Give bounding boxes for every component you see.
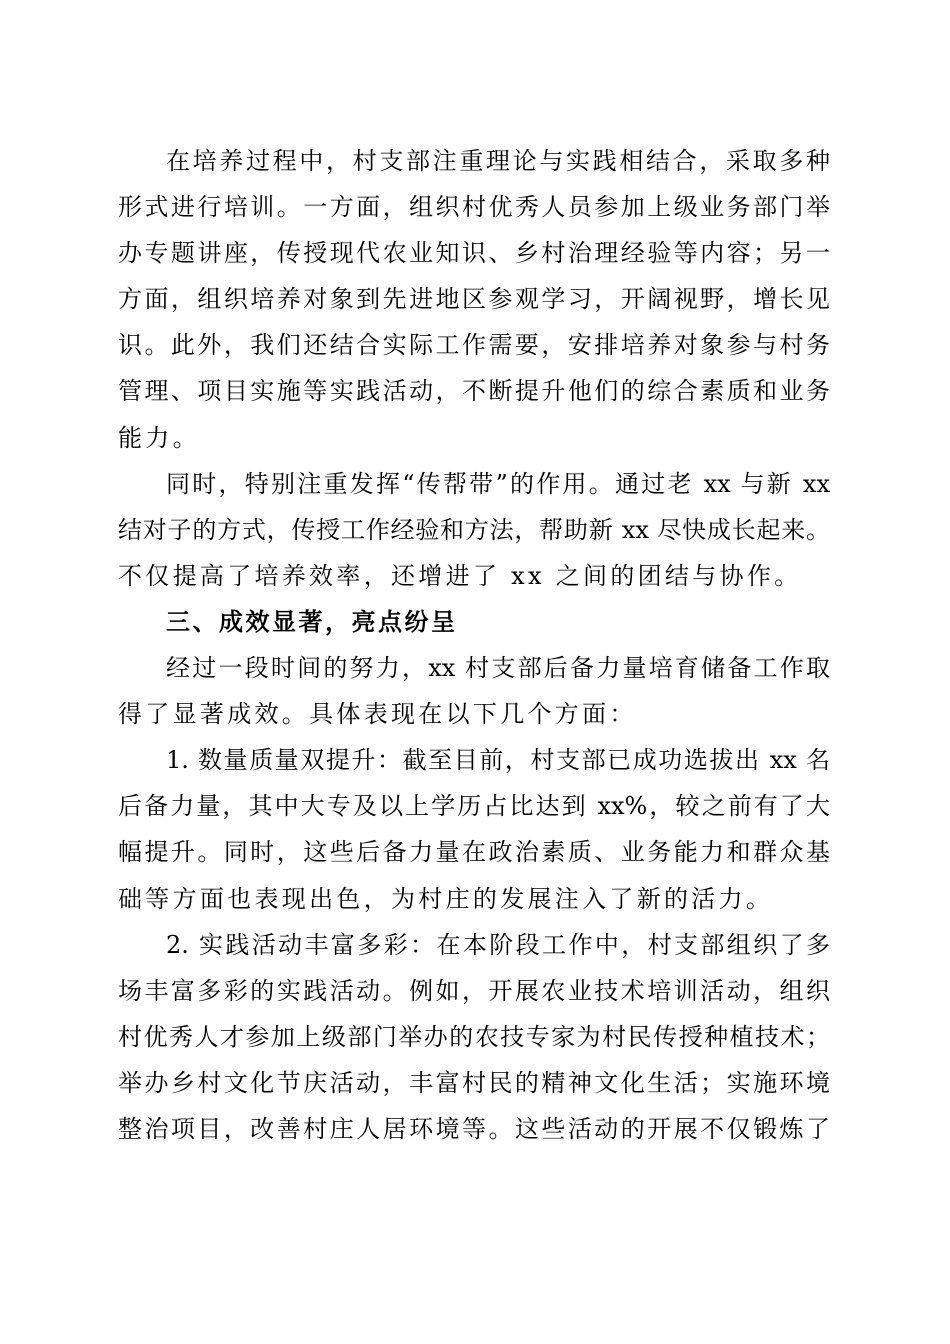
paragraph-1-line-2: 形式进行培训。一方面，组织村优秀人员参加上级业务部门举 [118,193,830,222]
document-body [118,138,830,1152]
paragraph-1-line-1: 在培养过程中，村支部注重理论与实践相结合，采取多种 [166,147,830,175]
paragraph-1-line-4: 方面，组织培养对象到先进地区参观学习，开阔视野，增长见 [118,285,830,314]
paragraph-2-line-3: 不仅提高了培养效率，还增进了 xx 之间的团结与协作。 [118,561,802,590]
paragraph-3-line-1: 经过一段时间的努力，xx 村支部后备力量培育储备工作取 [166,654,830,683]
item-2-line-1: 2. 实践活动丰富多彩：在本阶段工作中，村支部组织了多 [166,930,830,959]
paragraph-1-line-3: 办专题讲座，传授现代农业知识、乡村治理经验等内容；另一 [118,239,830,268]
item-2-line-4: 举办乡村文化节庆活动，丰富村民的精神文化生活；实施环境 [118,1068,830,1097]
item-1-line-2: 后备力量，其中大专及以上学历占比达到 xx%，较之前有了大 [118,792,830,821]
paragraph-1-line-5: 识。此外，我们还结合实际工作需要，安排培养对象参与村务 [118,331,830,360]
item-2-line-2: 场丰富多彩的实践活动。例如，开展农业技术培训活动，组织 [118,976,830,1005]
paragraph-3-line-2: 得了显著成效。具体表现在以下几个方面： [118,700,637,729]
paragraph-1-line-7: 能力。 [118,423,200,452]
section-heading: 三、成效显著，亮点纷呈 [166,607,458,636]
paragraph-2-line-2: 结对子的方式，传授工作经验和方法，帮助新 xx 尽快成长起来。 [118,515,830,544]
item-1-line-3: 幅提升。同时，这些后备力量在政治素质、业务能力和群众基 [118,838,830,867]
item-1-line-4: 础等方面也表现出色，为村庄的发展注入了新的活力。 [118,884,774,913]
item-2-line-5: 整治项目，改善村庄人居环境等。这些活动的开展不仅锻炼了 [118,1114,830,1143]
item-2-line-3: 村优秀人才参加上级部门举办的农技专家为村民传授种植技术； [118,1022,830,1051]
paragraph-2-line-1: 同时，特别注重发挥“传帮带”的作用。通过老 xx 与新 xx [166,469,830,498]
paragraph-1-line-6: 管理、项目实施等实践活动，不断提升他们的综合素质和业务 [118,377,830,406]
item-1-line-1: 1. 数量质量双提升：截至目前，村支部已成功选拔出 xx 名 [166,746,830,775]
